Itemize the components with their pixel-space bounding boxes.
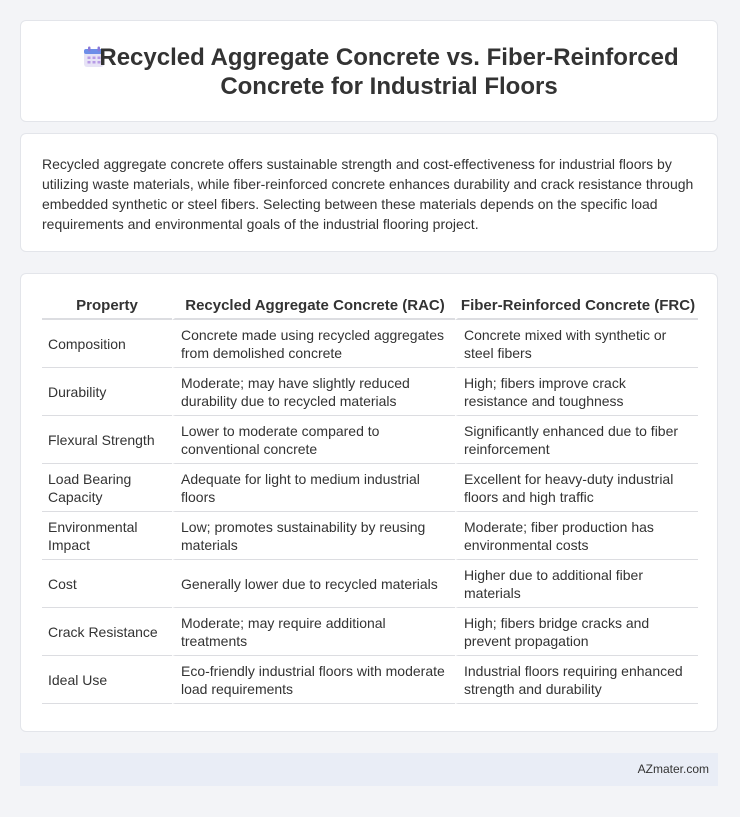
property-cell: Crack Resistance — [42, 608, 172, 656]
table-row — [42, 608, 698, 656]
intro-paragraph: Recycled aggregate concrete offers sustainable strength and cost-effectiveness for industrial floors by utilizing waste materials, while fiber-reinforced concrete enhances durability and crack resistance through embedded synthetic or steel fibers. Selecting between these materials depends on the specific load requirements and environmental goals of the industrial flooring project. — [42, 156, 694, 232]
page-title: Recycled Aggregate Concrete vs. Fiber-Reinforced Concrete for Industrial Floors — [99, 44, 679, 100]
property-cell: Ideal Use — [42, 656, 172, 704]
source-link[interactable]: AZmater.com — [637, 762, 709, 776]
table-row — [42, 656, 698, 704]
frc-cell: Moderate; fiber production has environmental costs — [455, 512, 698, 560]
rac-cell: Lower to moderate compared to conventional concrete — [172, 416, 455, 464]
rac-cell: Moderate; may have slightly reduced durability due to recycled materials — [172, 368, 455, 416]
rac-cell: Generally lower due to recycled materials — [172, 560, 455, 608]
frc-cell: High; fibers improve crack resistance and toughness — [455, 368, 698, 416]
property-cell: Load Bearing Capacity — [42, 464, 172, 512]
property-cell: Cost — [42, 560, 172, 608]
intro-card — [20, 133, 718, 252]
frc-cell: Concrete mixed with synthetic or steel fibers — [455, 320, 698, 368]
comparison-table — [42, 296, 698, 704]
frc-cell: Higher due to additional fiber materials — [455, 560, 698, 608]
property-cell: Composition — [42, 320, 172, 368]
title-card — [20, 20, 718, 122]
table-row — [42, 320, 698, 368]
rac-cell: Eco-friendly industrial floors with moderate load requirements — [172, 656, 455, 704]
column-header-frc: Fiber-Reinforced Concrete (FRC) — [455, 296, 698, 320]
rac-cell: Moderate; may require additional treatments — [172, 608, 455, 656]
frc-cell: Significantly enhanced due to fiber reinforcement — [455, 416, 698, 464]
comparison-card — [20, 273, 718, 732]
property-cell: Durability — [42, 368, 172, 416]
table-header-row — [42, 296, 698, 320]
table-row — [42, 368, 698, 416]
footer-bar — [20, 753, 718, 786]
property-cell: Environmental Impact — [42, 512, 172, 560]
rac-cell: Concrete made using recycled aggregates from demolished concrete — [172, 320, 455, 368]
column-header-property: Property — [42, 296, 172, 320]
table-row — [42, 560, 698, 608]
table-row — [42, 464, 698, 512]
frc-cell: Industrial floors requiring enhanced strength and durability — [455, 656, 698, 704]
frc-cell: Excellent for heavy-duty industrial floors and high traffic — [455, 464, 698, 512]
table-row — [42, 416, 698, 464]
property-cell: Flexural Strength — [42, 416, 172, 464]
column-header-rac: Recycled Aggregate Concrete (RAC) — [172, 296, 455, 320]
rac-cell: Adequate for light to medium industrial floors — [172, 464, 455, 512]
frc-cell: High; fibers bridge cracks and prevent propagation — [455, 608, 698, 656]
rac-cell: Low; promotes sustainability by reusing materials — [172, 512, 455, 560]
table-row — [42, 512, 698, 560]
